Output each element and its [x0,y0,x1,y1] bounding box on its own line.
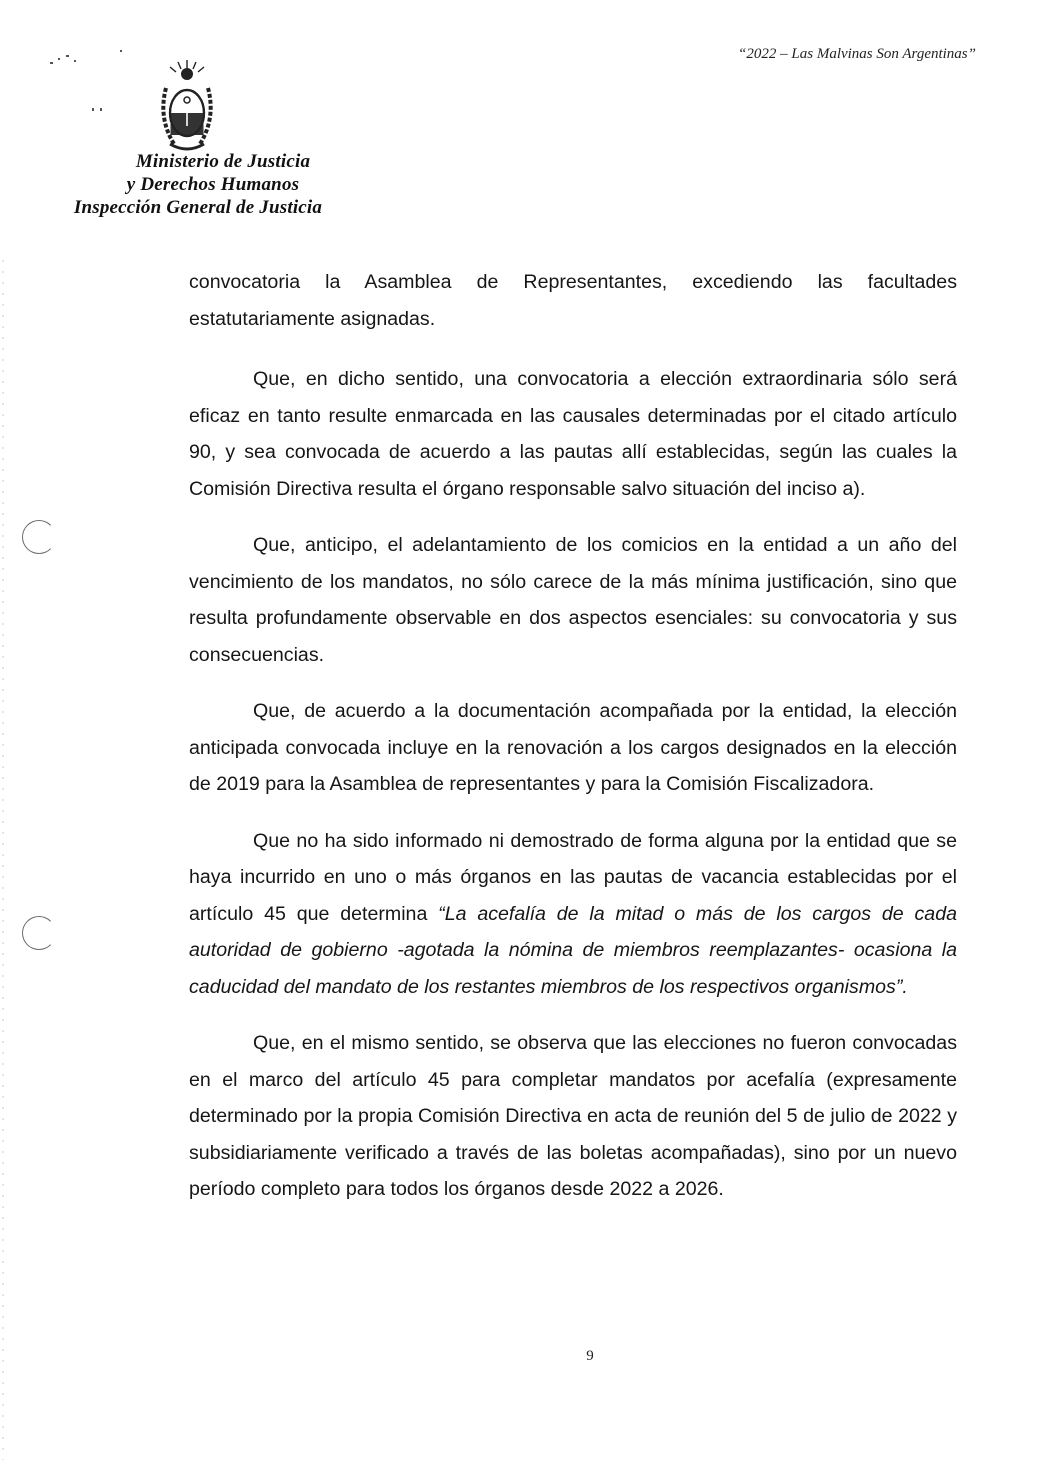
paragraph-2: Que, en dicho sentido, una convocatoria a elección extraordinaria sólo será eficaz en tanto resulte enmarcada en las causales determinadas por el citado artículo 90, y sea convocada de acuerdo a las pautas allí establecidas, según las cuales la Comisión Directiva resulta el órgano responsable salvo situación del inciso a). [189,368,957,500]
header-motto: “2022 – Las Malvinas Son Argentinas” [738,46,976,62]
ministry-line-1: Ministerio de Justicia [135,151,311,172]
paragraph-1: convocatoria la Asamblea de Representantes, excediendo las facultades estatutariamente asignadas. [189,271,957,330]
page-number: 9 [586,1348,594,1364]
ministry-line-3: Inspección General de Justicia [73,197,323,218]
document-body [189,264,957,1228]
ministry-line-2: y Derechos Humanos [126,174,300,195]
paragraph-4: Que, de acuerdo a la documentación acompañada por la entidad, la elección anticipada convocada incluye en la renovación a los cargos designados en la elección de 2019 para la Asamblea de representantes y para la Comisión Fiscalizadora. [189,700,957,795]
paragraph-6: Que, en el mismo sentido, se observa que las elecciones no fueron convocadas en el marco del artículo 45 para completar mandatos por acefalía (expresamente determinado por la propia Comisión Directiva en acta de reunión del 5 de julio de 2022 y subsidiariamente verificado a través de las boletas acompañadas), sino por un nuevo período completo para todos los órganos desde 2022 a 2026. [189,1032,957,1200]
ministry-letterhead [58,150,338,219]
punch-hole-bottom [22,916,56,950]
argentina-coat-of-arms-icon [156,58,218,156]
punch-hole-top [22,520,56,554]
article-45-quote: “La acefalía de la mitad o más de los cargos de cada autoridad de gobierno -agotada la nómina de miembros reemplazantes- ocasiona la caducidad del mandato de los restantes miembros de los respectivos organismos”. [189,902,957,998]
paragraph-5-intro: Que no ha sido informado ni demostrado de forma alguna por la entidad que se haya incurrido en uno o más órganos en las pautas de vacancia establecidas por el artículo 45 que determina [189,829,957,925]
paragraph-5 [189,823,957,1006]
paragraph-3: Que, anticipo, el adelantamiento de los comicios en la entidad a un año del vencimiento de los mandatos, no sólo carece de la más mínima justificación, sino que resulta profundamente observable en dos aspectos esenciales: su convocatoria y sus consecuencias. [189,534,957,666]
